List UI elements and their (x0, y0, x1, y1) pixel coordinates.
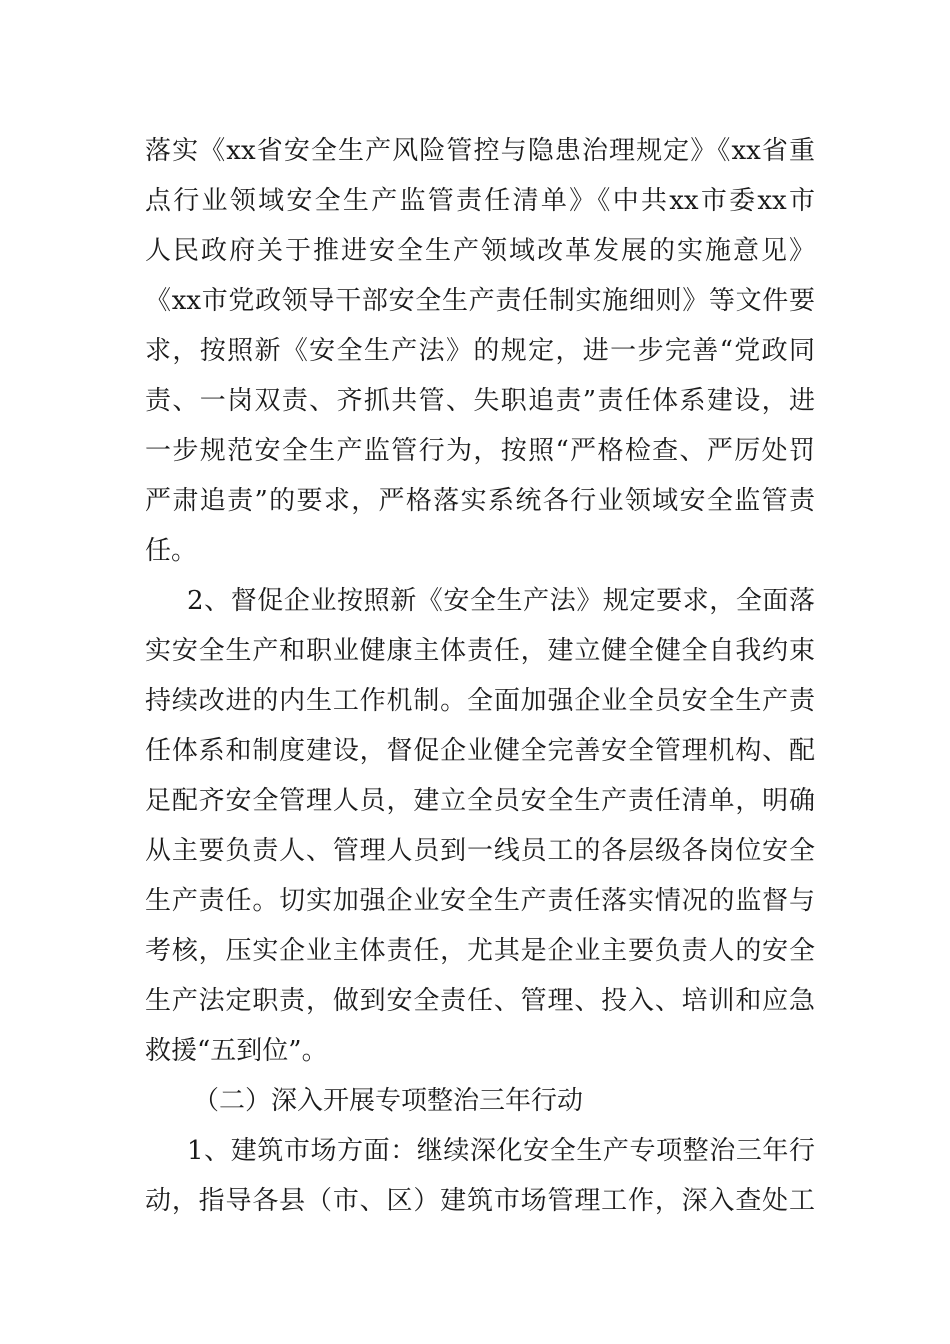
body-line-16: 生产责任。切实加强企业安全生产责任落实情况的监督与 (145, 886, 815, 916)
body-line-22: 动，指导各县（市、区）建筑市场管理工作，深入查处工 (145, 1186, 815, 1216)
body-line-14: 足配齐安全管理人员，建立全员安全生产责任清单，明确 (145, 786, 815, 816)
body-line-15: 从主要负责人、管理人员到一线员工的各层级各岗位安全 (145, 836, 815, 866)
body-line-12: 持续改进的内生工作机制。全面加强企业全员安全生产责 (145, 686, 815, 716)
body-line-4: 《xx市党政领导干部安全生产责任制实施细则》等文件要 (145, 286, 815, 316)
document-body (145, 126, 815, 1226)
body-line-2: 点行业领域安全生产监管责任清单》《中共xx市委xx市 (145, 186, 815, 216)
body-line-18: 生产法定职责，做到安全责任、管理、投入、培训和应急 (145, 986, 815, 1016)
body-line-5: 求，按照新《安全生产法》的规定，进一步完善“党政同 (145, 336, 815, 366)
paragraph-2-first-line: 2、督促企业按照新《安全生产法》规定要求，全面落 (187, 586, 815, 616)
body-line-7: 一步规范安全生产监管行为，按照“严格检查、严厉处罚 (145, 436, 815, 466)
body-line-13: 任体系和制度建设，督促企业健全完善安全管理机构、配 (145, 736, 815, 766)
paragraph-3-first-line: 1、建筑市场方面：继续深化安全生产专项整治三年行 (187, 1136, 815, 1166)
body-line-9: 任。 (145, 536, 198, 566)
body-line-6: 责、一岗双责、齐抓共管、失职追责”责任体系建设，进 (145, 386, 815, 416)
body-line-17: 考核，压实企业主体责任，尤其是企业主要负责人的安全 (145, 936, 815, 966)
body-line-19: 救援“五到位”。 (145, 1036, 328, 1066)
section-heading: （二）深入开展专项整治三年行动 (193, 1086, 584, 1116)
body-line-8: 严肃追责”的要求，严格落实系统各行业领域安全监管责 (145, 486, 815, 516)
body-line-1: 落实《xx省安全生产风险管控与隐患治理规定》《xx省重 (145, 136, 815, 166)
body-line-11: 实安全生产和职业健康主体责任，建立健全健全自我约束 (145, 636, 815, 666)
body-line-3: 人民政府关于推进安全生产领域改革发展的实施意见》 (145, 236, 815, 266)
